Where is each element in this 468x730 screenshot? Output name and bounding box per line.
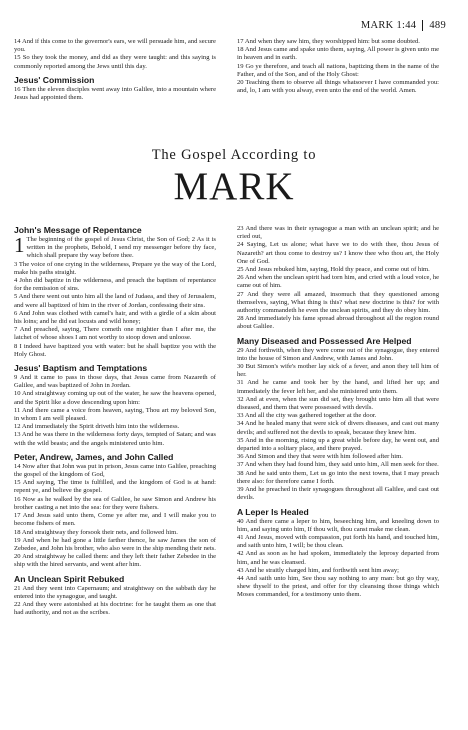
verse-paragraph xyxy=(237,274,439,290)
verse-paragraph xyxy=(14,585,216,601)
verse-paragraph xyxy=(14,553,216,569)
verse-paragraph xyxy=(14,38,216,54)
verse-paragraph xyxy=(237,347,439,363)
verse-text: 19 Go ye therefore, and teach all nations, baptizing them in the name of the Father, and of the Son, and of the Holy Ghost: xyxy=(237,62,439,78)
verse-paragraph xyxy=(14,277,216,293)
verse-text: The beginning of the gospel of Jesus Christ, the Son of God; 2 As it is written in the prophets, Behold, I send my messenger before thy face, which shall prepare thy way before thee. xyxy=(26,236,216,260)
running-head xyxy=(361,19,446,31)
verse-text: 36 And Simon and they that were with him followed after him. xyxy=(237,453,403,461)
header-divider xyxy=(422,20,423,31)
verse-text: 16 Now as he walked by the sea of Galilee, he saw Simon and Andrew his brother casting a net into the sea: for they were fishers. xyxy=(14,495,216,511)
verse-text: 40 And there came a leper to him, beseeching him, and kneeling down to him, and saying unto him, If thou wilt, thou canst make me clean. xyxy=(237,517,439,533)
verse-paragraph xyxy=(237,63,439,79)
verse-text: 9 And it came to pass in those days, that Jesus came from Nazareth of Galilee, and was baptized of John in Jordan. xyxy=(14,374,216,390)
matthew-end-right-column xyxy=(237,38,439,95)
section-heading: An Unclean Spirit Rebuked xyxy=(14,573,125,584)
verse-text: 17 And when they saw him, they worshipped him: but some doubted. xyxy=(237,38,420,45)
verse-text: 29 And forthwith, when they were come out of the synagogue, they entered into the house of Simon and Andrew, with James and John. xyxy=(237,346,439,362)
verse-text: 18 And straightway they forsook their nets, and followed him. xyxy=(14,528,178,536)
verse-paragraph xyxy=(14,407,216,423)
verse-text: 13 And he was there in the wilderness forty days, tempted of Satan; and was with the wild beasts; and the angels ministered unto him. xyxy=(14,431,216,447)
verse-paragraph xyxy=(237,453,439,461)
chapter-reference: MARK 1:44 xyxy=(360,19,417,31)
verse-text: 20 And straightway he called them: and they left their father Zebedee in the ship with the hired servants, and went after him. xyxy=(14,553,216,569)
verse-text: 5 And there went out unto him all the land of Judaea, and they of Jerusalem, and were all baptized of him in the river of Jordan, confessing their sins. xyxy=(14,293,216,309)
verse-text: 43 And he straitly charged him, and forthwith sent him away; xyxy=(237,566,399,574)
verse-text: 24 Saying, Let us alone; what have we to do with thee, thou Jesus of Nazareth? art thou come to destroy us? I know thee who thou art, the Holy One of God. xyxy=(237,241,439,265)
verse-text: 32 And at even, when the sun did set, they brought unto him all that were diseased, and them that were possessed with devils. xyxy=(237,395,439,412)
verse-text: 25 And Jesus rebuked him, saying, Hold thy peace, and come out of him. xyxy=(237,266,430,274)
verse-paragraph xyxy=(14,512,216,528)
verse-paragraph xyxy=(237,379,439,395)
verse-paragraph xyxy=(14,463,216,479)
mark-left-column xyxy=(14,225,216,617)
verse-paragraph xyxy=(237,396,439,412)
verse-text: 15 And saying, The time is fulfilled, and the kingdom of God is at hand: repent ye, and believe the gospel. xyxy=(14,479,216,495)
verse-paragraph xyxy=(237,38,439,46)
verse-paragraph xyxy=(237,518,439,534)
verse-paragraph xyxy=(237,225,439,241)
verse-paragraph xyxy=(14,529,216,537)
gospel-title: The Gospel According to xyxy=(151,147,317,163)
mark-right-column xyxy=(237,225,439,600)
section-heading: John's Message of Repentance xyxy=(14,225,142,235)
verse-paragraph xyxy=(237,567,439,575)
verse-paragraph xyxy=(14,601,216,617)
verse-paragraph xyxy=(237,291,439,316)
verse-paragraph xyxy=(237,575,439,600)
verse-text: 21 And they went into Capernaum; and straightway on the sabbath day he entered into the synagogue, and taught. xyxy=(14,584,216,600)
chapter-drop-cap: 1 xyxy=(14,233,25,257)
verse-text: 3 The voice of one crying in the wilderness, Prepare ye the way of the Lord, make his paths straight. xyxy=(14,260,216,276)
verse-text: 38 And he said unto them, Let us go into the next towns, that I may preach there also: for therefore came I forth. xyxy=(237,469,439,485)
verse-text: 37 And when they had found him, they said unto him, All men seek for thee. xyxy=(237,461,439,469)
verse-text: 12 And immediately the Spirit driveth him into the wilderness. xyxy=(14,423,180,431)
verse-text: 41 And Jesus, moved with compassion, put forth his hand, and touched him, and saith unto him, I will; be thou clean. xyxy=(237,533,439,550)
verse-paragraph xyxy=(14,374,216,390)
verse-paragraph xyxy=(14,86,216,102)
verse-paragraph xyxy=(237,534,439,550)
verse-text: 42 And as soon as he had spoken, immediately the leprosy departed from him, and he was cleansed. xyxy=(237,550,439,566)
verse-paragraph xyxy=(14,537,216,553)
verse-paragraph xyxy=(237,241,439,266)
verse-text: 33 And all the city was gathered together at the door. xyxy=(237,412,377,420)
verse-paragraph xyxy=(14,423,216,431)
verse-paragraph xyxy=(237,266,439,274)
verse-paragraph xyxy=(14,310,216,326)
verse-paragraph xyxy=(14,293,216,309)
verse-text: 39 And he preached in their synagogues throughout all Galilee, and cast out devils. xyxy=(237,486,439,502)
verse-paragraph xyxy=(14,54,216,70)
verse-text: 8 I indeed have baptized you with water: but he shall baptize you with the Holy Ghost. xyxy=(14,342,216,358)
verse-text: 22 And they were astonished at his doctrine: for he taught them as one that had authority, and not as the scribes. xyxy=(14,600,216,617)
verse-paragraph xyxy=(14,496,216,512)
verse-text: 44 And saith unto him, See thou say nothing to any man: but go thy way, shew thyself to the priest, and offer for thy cleansing those things which Moses commanded, for a testimony unto them. xyxy=(237,574,439,599)
verse-paragraph xyxy=(14,261,216,277)
verse-paragraph xyxy=(14,479,216,495)
verse-text: 11 And there came a voice from heaven, saying, Thou art my beloved Son, in whom I am well pleased. xyxy=(14,406,216,423)
verse-paragraph xyxy=(14,390,216,406)
verse-text: 4 John did baptize in the wilderness, and preach the baptism of repentance for the remission of sins. xyxy=(14,277,216,293)
verse-paragraph xyxy=(237,79,439,95)
verse-text: 15 So they took the money, and did as they were taught: and this saying is commonly reported among the Jews until this day. xyxy=(14,54,216,70)
verse-text: 28 And immediately his fame spread abroad throughout all the region round about Galilee. xyxy=(237,315,439,331)
verse-text: 10 And straightway coming up out of the water, he saw the heavens opened, and the Spirit like a dove descending upon him: xyxy=(14,390,216,406)
verse-paragraph xyxy=(14,326,216,342)
verse-text: 6 And John was clothed with camel's hair, and with a girdle of a skin about his loins; and he did eat locusts and wild honey; xyxy=(14,309,216,326)
verse-paragraph xyxy=(237,420,439,436)
verse-paragraph xyxy=(237,412,439,420)
verse-text: 19 And when he had gone a little farther thence, he saw James the son of Zebedee, and John his brother, who also were in the ship mending their nets. xyxy=(14,536,216,552)
book-name: MARK xyxy=(173,165,295,208)
page-number: 489 xyxy=(429,19,446,31)
verse-text: 31 And he came and took her by the hand, and lifted her up; and immediately the fever left her, and she ministered unto them. xyxy=(237,379,439,395)
verse-paragraph xyxy=(237,461,439,469)
verse-text: 20 Teaching them to observe all things whatsoever I have commanded you: and, lo, I am with you alway, even unto the end of the world. Amen. xyxy=(237,79,439,95)
verse-text: 7 And preached, saying, There cometh one mightier than I after me, the latchet of whose shoes I am not worthy to stoop down and unloose. xyxy=(14,326,216,342)
verse-text: 35 And in the morning, rising up a great while before day, he went out, and departed into a solitary place, and there prayed. xyxy=(237,436,439,453)
verse-paragraph xyxy=(14,431,216,447)
verse-text: 16 Then the eleven disciples went away into Galilee, into a mountain where Jesus had appointed them. xyxy=(14,85,216,102)
verse-paragraph xyxy=(237,46,439,62)
section-heading: A Leper Is Healed xyxy=(237,506,309,517)
verse-text: 17 And Jesus said unto them, Come ye after me, and I will make you to become fishers of men. xyxy=(14,512,216,528)
verse-paragraph xyxy=(237,315,439,331)
verse-text: 30 But Simon's wife's mother lay sick of a fever, and anon they tell him of her. xyxy=(237,363,439,379)
verse-paragraph xyxy=(237,437,439,453)
section-heading: Jesus' Baptism and Temptations xyxy=(14,363,148,374)
section-heading: Peter, Andrew, James, and John Called xyxy=(14,451,174,462)
verse-text: 14 Now after that John was put in prison, Jesus came into Galilee, preaching the gospel of the kingdom of God, xyxy=(14,462,216,479)
verse-paragraph xyxy=(14,343,216,359)
verse-paragraph xyxy=(237,550,439,566)
verse-paragraph xyxy=(237,470,439,486)
verse-text: 27 And they were all amazed, insomuch that they questioned among themselves, saying, What thing is this? what new doctrine is this? for with authority commandeth he even the unclean spirits, and they do obey him. xyxy=(237,290,439,315)
verse-paragraph xyxy=(14,233,216,261)
matthew-end-left-column xyxy=(14,38,216,102)
section-heading: Many Diseased and Possessed Are Helped xyxy=(237,335,412,346)
verse-text: 14 And if this come to the governor's ears, we will persuade him, and secure you. xyxy=(14,38,216,54)
section-heading: Jesus' Commission xyxy=(14,74,95,85)
verse-paragraph xyxy=(237,363,439,379)
verse-text: 18 And Jesus came and spake unto them, saying, All power is given unto me in heaven and in earth. xyxy=(237,46,439,62)
verse-text: 23 And there was in their synagogue a man with an unclean spirit; and he cried out, xyxy=(237,225,439,241)
verse-text: 26 And when the unclean spirit had torn him, and cried with a loud voice, he came out of him. xyxy=(237,274,439,290)
verse-text: 34 And he healed many that were sick of divers diseases, and cast out many devils; and suffered not the devils to speak, because they knew him. xyxy=(237,420,439,436)
verse-paragraph xyxy=(237,486,439,502)
